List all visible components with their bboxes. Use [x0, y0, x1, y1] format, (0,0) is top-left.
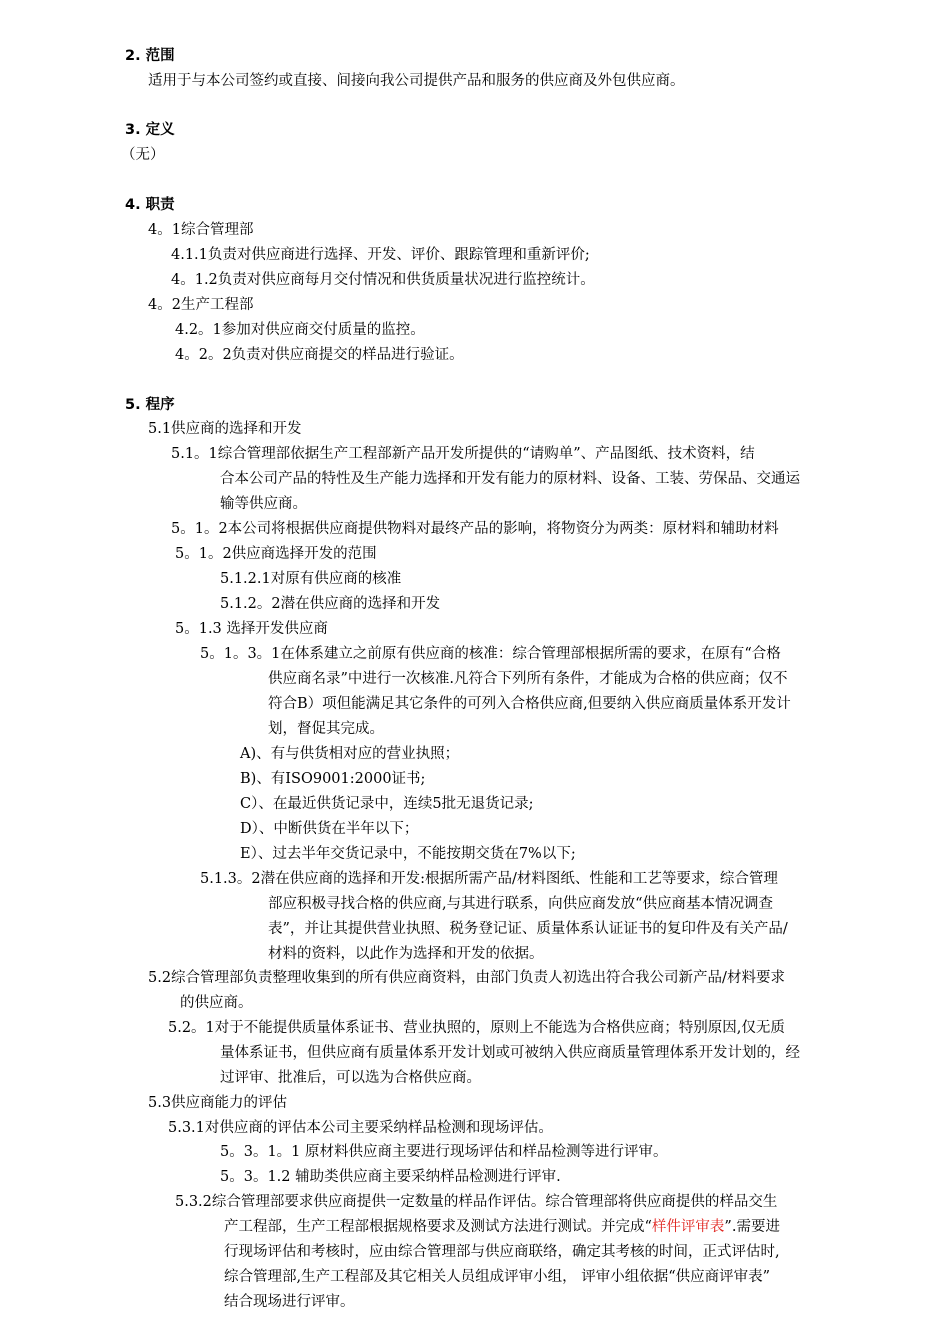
procedure-line-text: 产工程部，生产工程部根据规格要求及测试方法进行测试。并完成“ [224, 1219, 652, 1235]
procedure-line: 5。3。1.2 辅助类供应商主要采纳样品检测进行评审. [220, 1169, 561, 1185]
procedure-line: 综合管理部,生产工程部及其它相关人员组成评审小组， 评审小组依据“供应商评审表” [224, 1269, 771, 1285]
condition-item: A)、有与供货相对应的营业执照； [240, 746, 460, 762]
procedure-line: 过评审、批准后，可以选为合格供应商。 [220, 1070, 481, 1086]
condition-item: B)、有ISO9001:2000证书; [240, 771, 426, 787]
scope-text: 适用于与本公司签约或直接、间接向我公司提供产品和服务的供应商及外包供应商。 [148, 73, 685, 89]
section-heading-duties: 4. 职责 [125, 197, 175, 213]
duty-line: 4。1综合管理部 [148, 222, 254, 238]
duty-line: 4.2。1参加对供应商交付质量的监控。 [175, 322, 425, 338]
procedure-line: 5。1。2供应商选择开发的范围 [175, 546, 377, 562]
definitions-text: （无） [121, 147, 165, 163]
procedure-line [224, 1217, 780, 1237]
procedure-line: 量体系证书，但供应商有质量体系开发计划或可被纳入供应商质量管理体系开发计划的，经 [220, 1045, 800, 1061]
section-heading-procedure: 5. 程序 [125, 397, 175, 413]
procedure-line: 5。3。1。1 原材料供应商主要进行现场评估和样品检测等进行评审。 [220, 1144, 668, 1160]
duty-line: 4。2。2负责对供应商提交的样品进行验证。 [175, 347, 464, 363]
condition-item: E）、过去半年交货记录中，不能按期交货在7%以下; [240, 846, 576, 862]
procedure-line: 部应积极寻找合格的供应商,与其进行联系，向供应商发放“供应商基本情况调查 [268, 896, 774, 912]
procedure-line: 5.1.3。2潜在供应商的选择和开发:根据所需产品/材料图纸、性能和工艺等要求，综合管理 [200, 871, 778, 887]
procedure-line: 划，督促其完成。 [268, 721, 384, 737]
procedure-line: 5.3供应商能力的评估 [148, 1095, 288, 1111]
procedure-line: 5.3.2综合管理部要求供应商提供一定数量的样品作评估。综合管理部将供应商提供的样品交生 [175, 1194, 778, 1210]
procedure-line: 输等供应商。 [220, 496, 307, 512]
procedure-line: 符合B）项但能满足其它条件的可列入合格供应商,但要纳入供应商质量体系开发计 [268, 696, 791, 712]
procedure-line-text: ”.需要进 [724, 1219, 780, 1235]
procedure-line: 5。1。2本公司将根据供应商提供物料对最终产品的影响，将物资分为两类：原材料和辅助材料 [171, 521, 779, 537]
sample-review-form-highlight: 样件评审表 [651, 1219, 725, 1235]
procedure-line: 5.2综合管理部负责整理收集到的所有供应商资料，由部门负责人初选出符合我公司新产品/材料要求 [148, 970, 785, 986]
section-heading-scope: 2. 范围 [125, 48, 175, 64]
duty-line: 4。1.2负责对供应商每月交付情况和供货质量状况进行监控统计。 [171, 272, 595, 288]
procedure-line: 合本公司产品的特性及生产能力选择和开发有能力的原材料、设备、工装、劳保品、交通运 [220, 471, 800, 487]
procedure-line: 表”，并让其提供营业执照、税务登记证、质量体系认证证书的复印件及有关产品/ [268, 921, 788, 937]
duty-line: 4。2生产工程部 [148, 297, 254, 313]
procedure-line: 5。1。3。1在体系建立之前原有供应商的核准：综合管理部根据所需的要求，在原有“合格 [200, 646, 781, 662]
procedure-line: 5.2。1对于不能提供质量体系证书、营业执照的，原则上不能选为合格供应商；特别原因,仅无质 [168, 1020, 785, 1036]
procedure-line: 结合现场进行评审。 [224, 1294, 355, 1310]
procedure-line: 供应商名录”中进行一次核准.凡符合下列所有条件，才能成为合格的供应商；仅不 [268, 671, 788, 687]
condition-item: D）、中断供货在半年以下； [240, 821, 419, 837]
procedure-line: 5.1.2。2潜在供应商的选择和开发 [220, 596, 441, 612]
duty-line: 4.1.1负责对供应商进行选择、开发、评价、跟踪管理和重新评价; [171, 247, 590, 263]
procedure-line: 5.3.1对供应商的评估本公司主要采纳样品检测和现场评估。 [168, 1120, 553, 1136]
procedure-line: 5.1.2.1对原有供应商的核准 [220, 571, 402, 587]
condition-item: C）、在最近供货记录中，连续5批无退货记录; [240, 796, 534, 812]
procedure-line: 行现场评估和考核时，应由综合管理部与供应商联络，确定其考核的时间，正式评估时, [224, 1244, 780, 1260]
procedure-line: 5.1。1综合管理部依据生产工程部新产品开发所提供的“请购单”、产品图纸、技术资料，结 [171, 446, 755, 462]
procedure-line: 的供应商。 [180, 995, 253, 1011]
procedure-line: 5.1供应商的选择和开发 [148, 421, 302, 437]
section-heading-definitions: 3. 定义 [125, 122, 175, 138]
procedure-line: 材料的资料，以此作为选择和开发的依据。 [268, 946, 544, 962]
procedure-line: 5。1.3 选择开发供应商 [175, 621, 328, 637]
